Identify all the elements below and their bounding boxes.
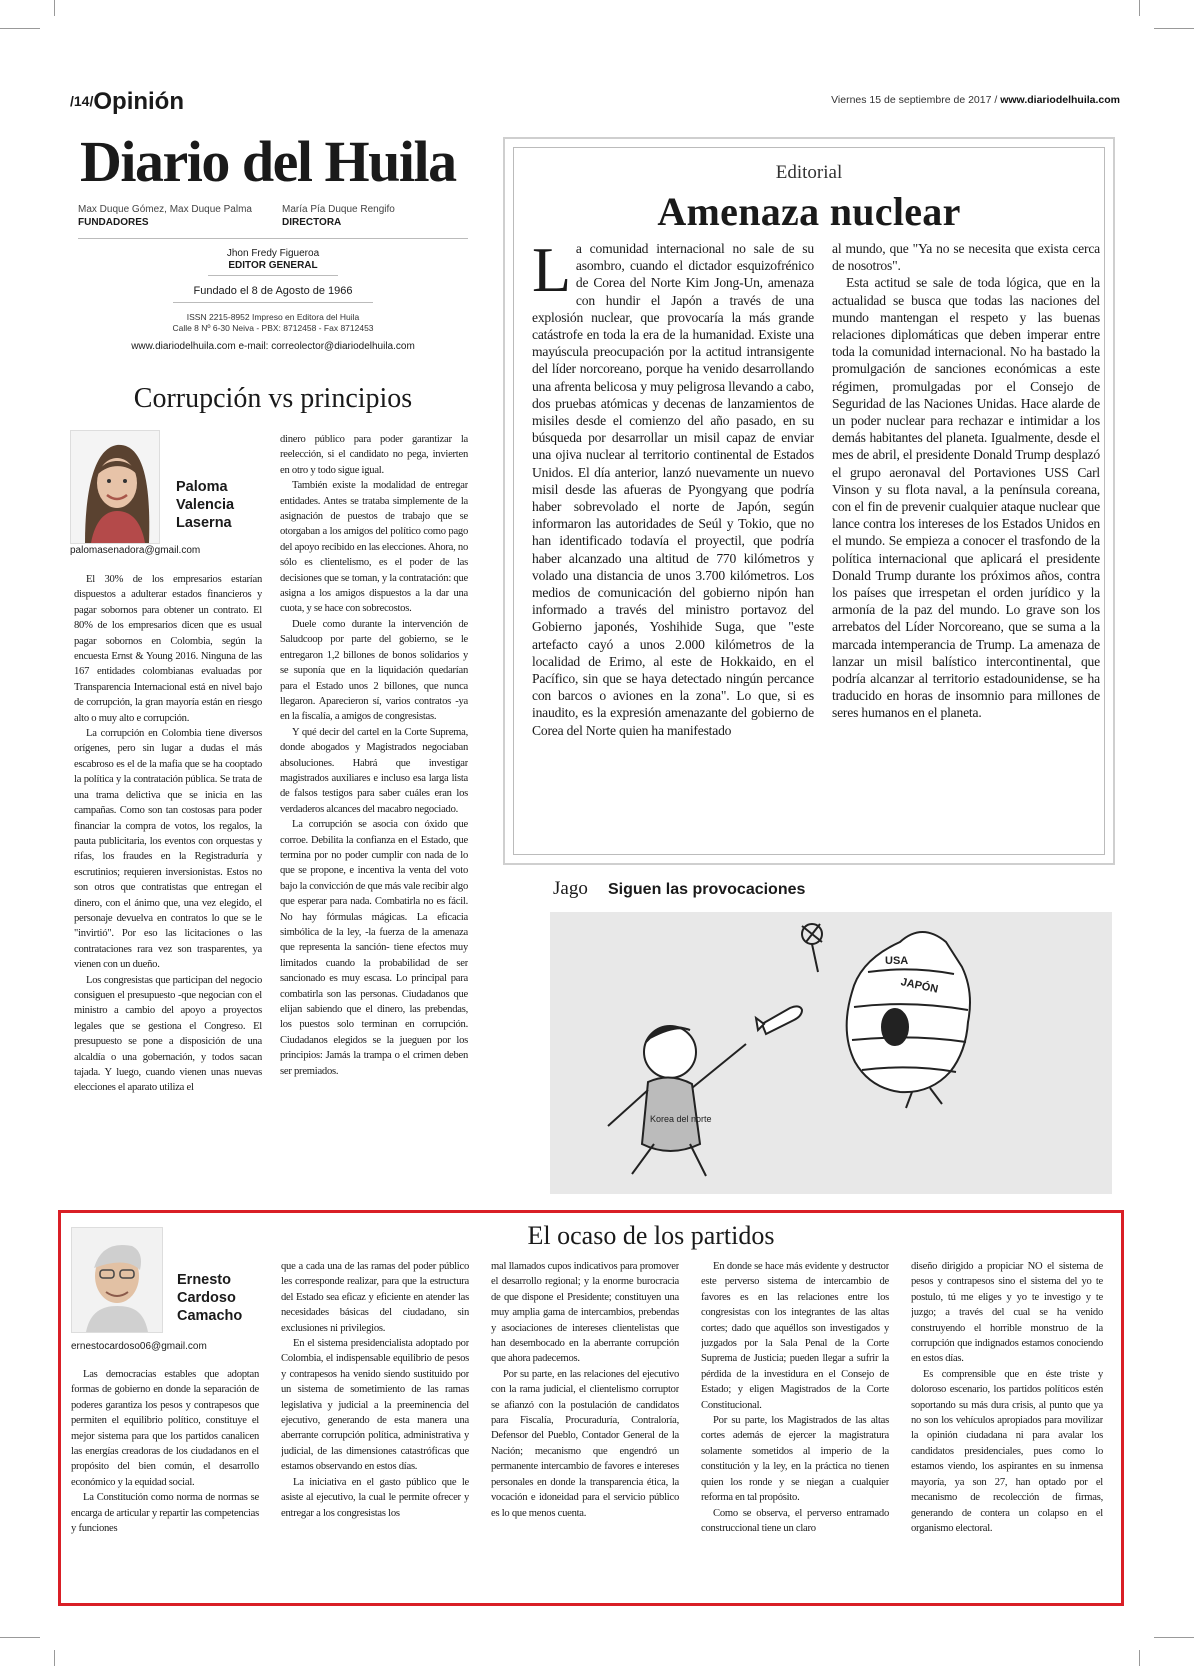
- paragraph: En el sistema presidencialista adoptado por Colombia, el indispensable equilibrio de pesos y contrapesos ha venido siendo sustituido por un sistema de sometimiento de las ramas legislativa y judicial a la preeminencia del ejecutivo, generando de esta manera una aberrante corrupción política, administrativa y judicial, de las dimensiones catastróficas que estamos observando en estos días.: [281, 1338, 469, 1473]
- article-column-1: [74, 572, 262, 1192]
- paragraph: Es comprensible que en éste triste y doloroso escenario, los partidos políticos estén soportando su más dura crisis, al punto que ya no son los vehículos apropiados para movilizar la opinión ciudadana ni para avalar los candidatos presidenciales, pues como lo estamos viendo, los aspirantes en su inmensa mayoría, ya son 27, han optado por el mecanismo de recolección de firmas, generando de contera un colapso en el organismo electoral.: [911, 1368, 1103, 1534]
- founded-line: Fundado el 8 de Agosto de 1966: [173, 285, 372, 303]
- section-label: /14/Opinión: [70, 88, 185, 115]
- editorial-column-1: [532, 240, 814, 845]
- contacts-line: www.diariodelhuila.com e-mail: correolector@diariodelhuila.com: [131, 341, 415, 352]
- masthead-title: Diario del Huila: [80, 129, 456, 194]
- paragraph: En donde se hace más evidente y destructor este perverso sistema de intercambio de favores es en las relaciones entre los congresistas con los integrantes de las altas cortes; dado que aquéllos son investigados y juzgados por la Sala Penal de la Corte Suprema de Justicia; pueden llegar a sufrir la pérdida de la investidura en el Consejo de Estado; y eligen Magistrados de la Corte Constitucional.: [701, 1261, 889, 1411]
- article-column-1: [71, 1367, 259, 1595]
- editorial-kicker: Editorial: [775, 162, 843, 183]
- author-photo: [71, 1227, 163, 1333]
- paragraph: Los congresistas que participan del negocio consiguen el presupuesto -que negocian con el ministro a cambio del apoyo a proyectos legales que se gestiona el Congreso. El presupuesto se pone a disposición de una alcaldía o una gobernación, y todos sacan tajada. Y luego, cuando vienen unas nuevas elecciones el aparato utiliza el: [74, 974, 262, 1094]
- paragraph: mal llamados cupos indicativos para promover el desarrollo regional; y la enorme burocracia de que dispone el Presidente; constituyen una muy amplia gama de intercambios, prebendas y asociaciones de intereses clientelistas que han desembocado en la aberrante corrupción que ahora padecemos.: [491, 1261, 679, 1365]
- editor-label: EDITOR GENERAL: [208, 260, 337, 276]
- paragraph: Las democracias estables que adoptan formas de gobierno en donde la separación de poderes garantiza los pesos y contrapesos que permiten el equilibrio político, constituye el mejor sistema para que los partidos canalicen las energías creadoras de los ciudadanos en el propósito del bien común, el desarrollo económico y la equidad social.: [71, 1369, 259, 1488]
- editorial-box: [503, 137, 1115, 865]
- paragraph: que a cada una de las ramas del poder público les corresponde realizar, para que la estructura del Estado sea eficaz y eficiente en atender las necesidades básicas del ciudadano, sin exclusiones ni privilegios.: [281, 1261, 469, 1334]
- paragraph: También existe la modalidad de entregar entidades. Antes se trataba simplemente de la asignación de puestos de trabajo que se otorgaban a los amigos del político como pago del apoyo recibido en las elecciones. Ahora, no sólo es clientelismo, es el poder de las decisiones que se toman, y la contratación: que asigna a los amigos dispuestos a la dar una cuota, y se hace con sobrecostos.: [280, 480, 468, 615]
- cartoon-image: [550, 912, 1112, 1194]
- editorial-title: Amenaza nuclear: [657, 189, 961, 234]
- paragraph: Esta actitud se sale de toda lógica, que en la actualidad se busca que todas las naciones del mundo mantengan el respeto y las buenas relaciones diplomáticas que deben imperar entre toda la comunidad internacional. No ha bastado la promulgación de sanciones económicas a este régimen, promulgadas por el Consejo de Seguridad de las Naciones Unidas. Hace alarde de un poder nuclear para rechazar e intimidar a los demás habitantes del planeta. Igualmente, desde el mes de abril, el presidente Donald Trump desplazó el grupo aeronaval del Portaviones USS Carl Vinson y su flota naval, a la península coreana, con el fin de prevenir cualquier ataque nuclear que lance contra los intereses de los Estados Unidos en el mundo. Se empieza a conocer el trasfondo de la política internacional que aplicará el presidente Donald Trump durante los próximos años, contra los países que irrespetan el orden jurídico y la armonía de la paz del mundo. Lo grave son los arrebatos del Líder Norcoreano, que se suma a la marcada intemperancia de Trump. La amenaza de lanzar un misil balístico intercontinental, que podría alcanzar al territorio estadounidense, se ha traducido en horas de insomnio para millones de seres humanos en el planeta.: [832, 275, 1100, 721]
- founders-names: Max Duque Gómez, Max Duque Palma: [78, 204, 252, 215]
- paragraph: La iniciativa en el gasto público que le asiste al ejecutivo, la cual le permite ofrecer y entregar a los congresistas los: [281, 1476, 469, 1519]
- hive-label-usa: USA: [885, 955, 909, 967]
- paragraph: La corrupción en Colombia tiene diversos orígenes, pero sin lugar a dudas el más escabroso es el de la mafia que se ha cooptado la política y la contratación pública. Se trata de una trama delictiva que se inicia en las campañas. Como son tan costosas para poder financiar la compra de votos, los regalos, la pauta publicitaria, los eventos con orquestas y rifas, los fraudes en la Registraduría y escrutinios; requieren inversionistas. Estos no son otros que contratistas que entregan el dinero, con el ánimo que, una vez elegido, el personaje devuelva en contratos lo que se le "invirtió". Por eso las licitaciones o las contrataciones rara vez son trasparentes, ya vienen con un dueño.: [74, 728, 262, 971]
- paragraph: Y qué decir del cartel en la Corte Suprema, donde abogados y Magistrados negociaban absoluciones. Habrá que investigar magistrados auxiliares e incluso esa larga lista de falsos testigos para saber cuáles eran los verdaderos alcances del macabro negociado.: [280, 726, 468, 815]
- article-column-2: [281, 1259, 469, 1595]
- author-name: Ernesto Cardoso Camacho: [177, 1272, 243, 1324]
- founders-label: FUNDADORES: [78, 217, 149, 228]
- director-label: DIRECTORA: [282, 217, 342, 228]
- editorial-column-2: [832, 240, 1100, 845]
- issn-line: ISSN 2215-8952 Impreso en Editora del Huila: [186, 312, 360, 322]
- issue-date: Viernes 15 de septiembre de 2017: [831, 94, 992, 106]
- cartoonist-name: Jago: [553, 878, 588, 899]
- paragraph: Como se observa, el perverso entramado construccional tiene un claro: [701, 1507, 889, 1534]
- paragraph: Duele como durante la intervención de Saludcoop por parte del gobierno, se le entregaron 1,2 billones de bonos solidarios y se suponía que en la liquidación quedarían para el Estado unos 2 billones, que nunca llegaron. Aparecieron sí, varios contratos -ya en la fiscalía, a amigos de congresistas.: [280, 618, 468, 723]
- date-line: Viernes 15 de septiembre de 2017 / www.diariodelhuila.com: [831, 94, 1120, 106]
- staff-block: [78, 238, 468, 353]
- cartoon-title: Siguen las provocaciones: [608, 881, 806, 898]
- paragraph: La corrupción se asocia con óxido que corroe. Debilita la confianza en el Estado, que termina por no poder cumplir con nada de lo que se propone, e incentiva la venta del voto bajo la convicción de que más vale recibir algo que esperar para nada. Combatirla no es fácil. No hay fórmulas mágicas. La eficacia simbólica de la ley, -la fuerza de la amenaza que representa la sanción- tiene efectos muy limitados cuando la probabilidad de ser sancionado es muy escasa. Lo principal para combatirla son las personas. Ciudadanos que elijan sabiendo que el dinero, las prebendas, los puestos solo terminan en corrupción. Ciudadanos elegidos se la jueguen por los principios: Jamás la trampa o el crimen deben ser premiados.: [280, 819, 468, 1077]
- paragraph: dinero público para poder garantizar la reelección, si el candidato no pega, invierten en otro y todo sigue igual.: [280, 434, 468, 476]
- director-name: María Pía Duque Rengifo: [282, 204, 395, 215]
- drop-cap: L: [532, 240, 571, 305]
- paragraph: La Constitución como norma de normas se encarga de articular y repartir las competencias y funciones: [71, 1492, 259, 1535]
- author-email[interactable]: ernestocardoso06@gmail.com: [71, 1341, 207, 1352]
- editor-name: Jhon Fredy Figueroa: [226, 248, 320, 259]
- article-column-5: [911, 1259, 1103, 1595]
- section-name: Opinión: [93, 88, 185, 115]
- column-title: Corrupción vs principios: [133, 383, 413, 414]
- author-photo: [70, 430, 160, 544]
- hive-label-japon: JAPÓN: [899, 976, 940, 996]
- paragraph: El 30% de los empresarios estarían dispuestos a adulterar estados financieros y pagar sobornos para obtener un contrato. El 80% de los empresarios dicen que es usual pagar sobornos en Colombia, según la encuesta Ernst & Young 2016. Ninguna de las 167 entidades colombianas evaluadas por Transparencia Internacional está en nivel bajo de corrupción, la gran mayoría están en riesgo alto o muy alto e corrupción.: [74, 574, 262, 724]
- paragraph: Por su parte, los Magistrados de las altas cortes además de ejercer la magistratura solamente sometidos al imperio de la constitución y la ley, en la práctica no tienen quien los ronde y se niegan a cualquier reforma en tal propósito.: [701, 1415, 889, 1504]
- author-name: Paloma Valencia Laserna: [176, 479, 235, 531]
- paragraph: a comunidad internacional no sale de su asombro, cuando el dictador esquizofrénico de Corea del Norte Kim Jong-Un, amenaza con hundir el Japón a través de una explosión nuclear, que provocaría la más grande catástrofe en toda la era de la humanidad. Existe una mayúscula preocupación por la actitud intransigente del líder norcoreano, porque ha venido desarrollando una afrenta belicosa y muy peligrosa llevando a cabo, dos pruebas atómicas y decenas de lanzamientos de misiles desde el comienzo del año pasado, en su búsqueda por desarrollar un misil capaz de enviar una ojiva nuclear al territorio continental de Estados Unidos. El día anterior, lanzó nuevamente un nuevo misil desde las afueras de Pyongyang que podría haber sobrevolado el norte de Japón, según informaron las autoridades de Seúl y Tokio, que no han identificado todavía el proyectil, que podría haber alcanzado una altitud de 770 kilómetros y volado una distancia de unos 3.700 kilómetros. Los medios de comunicación del gobierno nipón han informado a través del ministro portavoz del Gobierno japonés, Yoshihide Suga, que "este artefacto cayó a unos 2.000 kilómetros de la localidad de Erimo, al este de Hokkaido, en el Pacífico, sin que se haya detectado ningún percance con barcos o aviones en la zona". Lo que, si es inaudito, es la expresión amenazante del gobierno de Corea del Norte quien ha manifestado: [532, 241, 814, 738]
- author-email[interactable]: palomasenadora@gmail.com: [70, 545, 201, 556]
- paragraph: Por su parte, en las relaciones del ejecutivo con la rama judicial, el clientelismo corruptor se afianzó con la postulación de candidatos para Fiscalía, Procuraduría, Contraloría, Defensor del Pueblo, Contador General de la Nación; mecanismo que engendró un permanente intercambio de favores e intereses personales en donde la transparencia ética, la vocación e idoneidad para el servicio público es lo que menos cuenta.: [491, 1368, 679, 1519]
- opinion-box-partidos: [58, 1210, 1124, 1606]
- article-column-2: [280, 432, 468, 1194]
- site-url[interactable]: www.diariodelhuila.com: [1000, 94, 1120, 106]
- article-column-4: [701, 1259, 889, 1595]
- paragraph: diseño dirigido a propiciar NO el sistema de pesos y contrapesos sino el sistema del yo te postulo, tú me eliges y yo te investigo y te juzgo; a través del cual se ha venido construyendo el horrible monstruo de la corrupción que indignados estamos conociendo en estos días.: [911, 1261, 1103, 1365]
- address-line: Calle 8 Nº 6-30 Neiva - PBX: 8712458 - Fax 8712453: [172, 323, 374, 333]
- page-number: 14: [73, 93, 90, 109]
- paragraph: al mundo, que "Ya no se necesita que exista cerca de nosotros".: [832, 241, 1100, 274]
- article-column-3: [491, 1259, 679, 1595]
- column-title: El ocaso de los partidos: [527, 1221, 775, 1250]
- korea-label: Korea del norte: [650, 1114, 712, 1124]
